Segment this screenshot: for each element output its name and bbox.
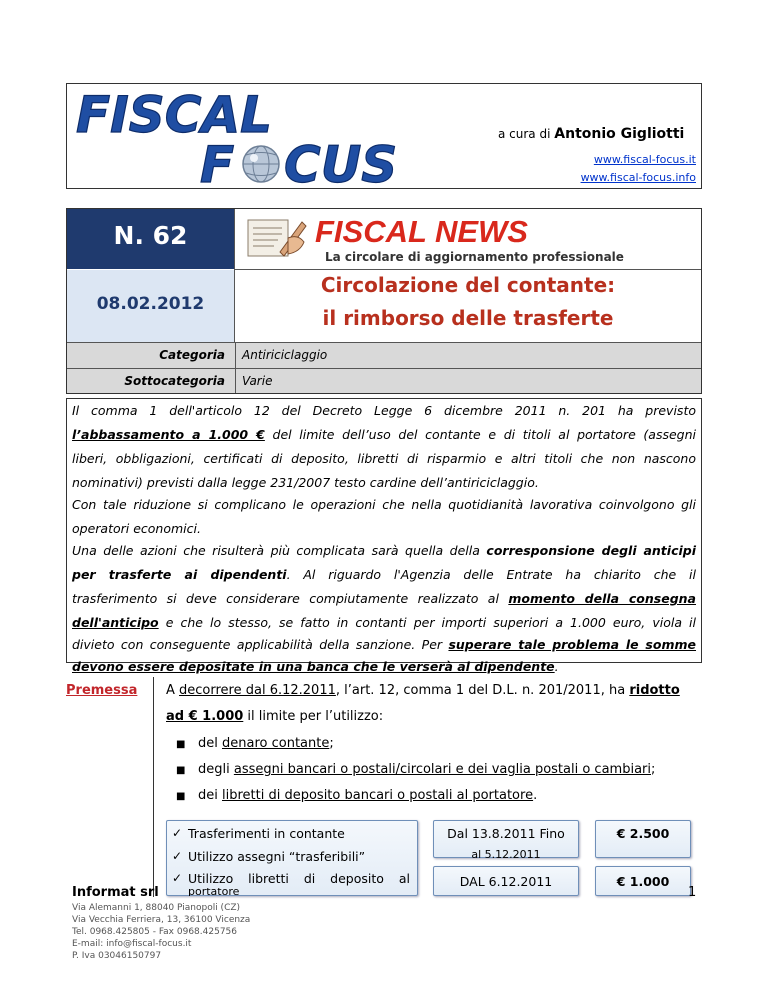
article-title-line-2: il rimborso delle trasferte (322, 306, 614, 330)
bullet-item (198, 787, 537, 805)
intro-line (72, 426, 696, 444)
intro-emphasis: dell'anticipo (72, 615, 159, 630)
logo-line-2-f: F (200, 136, 235, 186)
bullet-text: ; (329, 736, 334, 751)
footer-address-2: Via Vecchia Ferriera, 13, 36100 Vicenza (72, 915, 251, 925)
intro-text: e che lo stesso, se fatto in contanti per importi superiori a 1.000 euro, viola il (158, 615, 696, 630)
method-word: Utilizzo (188, 871, 234, 886)
logo-line-1: FISCAL (76, 86, 273, 144)
method-word: libretti (248, 871, 289, 886)
intro-text: del limite dell’uso del contante e di titoli al portatore (assegni (264, 427, 697, 442)
brand-subtitle: La circolare di aggiornamento professionale (325, 250, 624, 264)
intro-text: trasferimento si deve considerare compiutamente realizzato al (72, 591, 509, 606)
intro-line (72, 590, 696, 608)
intro-text: Una delle azioni che risulterà più complicata sarà quella della (72, 543, 487, 558)
divider (235, 343, 236, 393)
bullet-text: degli (198, 762, 234, 777)
curated-prefix: a cura di (498, 127, 551, 141)
section-label-premessa: Premessa (66, 683, 138, 698)
brand-title: FISCAL NEWS (315, 214, 528, 249)
intro-text: . Al riguardo l'Agenzia delle Entrate ha chiarito che il (286, 567, 696, 582)
bullet-text: del (198, 736, 222, 751)
logo-line-2-cus: CUS (284, 136, 398, 186)
intro-line (72, 614, 696, 632)
intro-line (72, 566, 696, 584)
category-label: Categoria (159, 348, 225, 362)
period-1-line-2: al 5.12.2011 (471, 848, 541, 861)
intro-line: Con tale riduzione si complicano le operazioni che nella quotidianità lavorativa coinvolgono gli (72, 497, 696, 512)
intro-text: . (554, 659, 559, 674)
check-icon: ✓ (172, 871, 183, 885)
method-bearer-books-cont: portatore (188, 888, 240, 896)
intro-line: operatori economici. (72, 521, 201, 536)
intro-line (72, 658, 696, 676)
intro-emphasis: devono essere depositate in una banca che le verserà al dipendente (72, 659, 555, 674)
premessa-line (166, 682, 680, 700)
website-link-it[interactable]: www.fiscal-focus.it (593, 153, 696, 166)
premessa-line (166, 708, 383, 726)
intro-line (72, 636, 696, 654)
article-title-line-1: Circolazione del contante: (320, 273, 616, 297)
period-2: DAL 6.12.2011 (459, 874, 553, 889)
check-icon: ✓ (172, 849, 183, 863)
intro-emphasis: l’abbassamento a 1.000 € (72, 427, 265, 442)
footer-address-1: Via Alemanni 1, 88040 Pianopoli (CZ) (72, 903, 241, 913)
website-link-info[interactable]: www.fiscal-focus.info (580, 171, 696, 184)
premessa-emphasis: ridotto (629, 683, 680, 698)
intro-emphasis: superare tale problema le somme (448, 637, 696, 652)
page-number: 1 (688, 885, 697, 900)
bullet-icon: ■ (176, 739, 186, 750)
intro-emphasis: per trasferte ai dipendenti (72, 567, 287, 582)
method-word: deposito (330, 871, 384, 886)
bullet-item (198, 761, 655, 779)
check-icon: ✓ (172, 826, 183, 840)
bullet-text: . (533, 788, 538, 803)
footer-vat: P. Iva 03046150797 (72, 951, 162, 961)
amount-1: € 2.500 (616, 826, 670, 841)
issue-number: N. 62 (113, 221, 188, 250)
bullet-text: ; (651, 762, 656, 777)
writing-hand-icon (244, 214, 308, 262)
fiscal-focus-logo (72, 86, 490, 186)
bullet-icon: ■ (176, 765, 186, 776)
method-bearer-books (188, 871, 410, 886)
bullet-text: libretti di deposito bancari o postali al portatore (222, 788, 534, 803)
footer-email: E-mail: info@fiscal-focus.it (72, 939, 192, 949)
method-word: al (398, 871, 410, 886)
premessa-text: decorrere dal 6.12.2011 (179, 683, 336, 698)
method-cheques: Utilizzo assegni “trasferibili” (188, 849, 366, 864)
footer-phone: Tel. 0968.425805 - Fax 0968.425756 (72, 927, 237, 937)
intro-line: nominativi) previsti dalla legge 231/2007 testo cardine dell’antiriciclaggio. (72, 475, 539, 490)
method-cash: Trasferimenti in contante (188, 826, 345, 841)
divider (153, 677, 154, 897)
globe-icon (243, 146, 279, 182)
intro-line: Il comma 1 dell'articolo 12 del Decreto Legge 6 dicembre 2011 n. 201 ha previsto (72, 403, 696, 418)
intro-text: divieto con conseguente applicabilità della sanzione. Per (72, 637, 449, 652)
issue-date: 08.02.2012 (96, 294, 205, 314)
bullet-icon: ■ (176, 791, 186, 802)
premessa-text: A (166, 683, 180, 698)
premessa-text: , l’art. 12, comma 1 del D.L. n. 201/2011, ha (335, 683, 630, 698)
intro-emphasis: momento della consegna (508, 591, 696, 606)
bullet-item (198, 735, 334, 753)
divider (67, 368, 701, 369)
divider (234, 269, 701, 270)
subcategory-label: Sottocategoria (124, 374, 225, 388)
intro-emphasis: corresponsione degli anticipi (486, 543, 696, 558)
category-value: Antiriciclaggio (242, 348, 328, 362)
bullet-text: assegni bancari o postali/circolari e dei vaglia postali o cambiari (233, 762, 651, 777)
footer-company: Informat srl (72, 885, 159, 900)
bullet-text: denaro contante (222, 736, 330, 751)
author-name: Antonio Gigliotti (554, 126, 685, 142)
method-word: di (303, 871, 316, 886)
period-1-line-1: Dal 13.8.2011 Fino (447, 826, 565, 841)
divider (234, 209, 235, 269)
amount-2: € 1.000 (616, 874, 670, 889)
premessa-text: il limite per l’utilizzo: (243, 709, 384, 724)
bullet-text: dei (198, 788, 222, 803)
subcategory-value: Varie (242, 374, 273, 388)
intro-line: liberi, obbligazioni, certificati di deposito, libretti di risparmio e altri titoli che non nascono (72, 451, 696, 466)
premessa-emphasis: ad € 1.000 (166, 709, 244, 724)
curated-by (498, 126, 684, 142)
intro-line (72, 542, 696, 560)
